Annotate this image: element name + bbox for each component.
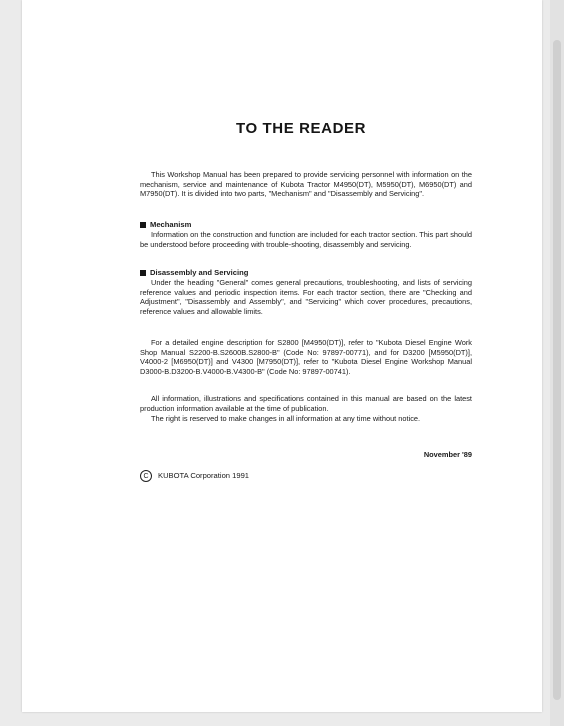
section-heading-label: Disassembly and Servicing: [150, 268, 249, 277]
vertical-scrollbar[interactable]: [550, 0, 564, 726]
document-page: [22, 0, 542, 712]
section-text-disassembly: Under the heading "General" comes general precautions, troubleshooting, and lists of servicing reference values and periodic inspection items. For each tractor section, there are "Checking and Adjustment", "Disassembly and Assembly", and "Servicing" which cover procedures, precautions, reference values and allowable limits.: [140, 278, 472, 316]
page-title: TO THE READER: [236, 120, 367, 137]
rights-paragraph: The right is reserved to make changes in all information at any time without notice.: [151, 414, 421, 423]
square-bullet-icon: [140, 222, 146, 228]
section-heading-mechanism: [140, 220, 191, 230]
square-bullet-icon: [140, 270, 146, 276]
copyright-icon: C: [140, 470, 152, 482]
info-paragraph: All information, illustrations and specifications contained in this manual are based on the latest production information available at the time of publication.: [140, 394, 472, 413]
intro-paragraph: This Workshop Manual has been prepared to provide servicing personnel with information on the mechanism, service and maintenance of Kubota Tractor M4950(DT), M5950(DT), M6950(DT) and M7950(DT). It is divided into two parts, "Mechanism" and "Disassembly and Servicing".: [140, 170, 472, 199]
section-text-mechanism: Information on the construction and function are included for each tractor section. This part should be understood before proceeding with trouble-shooting, disassembly and servicing.: [140, 230, 472, 249]
copyright-text: KUBOTA Corporation 1991: [158, 471, 250, 481]
engine-reference-paragraph: For a detailed engine description for S2800 [M4950(DT)], refer to "Kubota Diesel Engine Work Shop Manual S2200-B.S2600B.S2800-B" (Code No: 97897-00771), and for D3200 [M5950(DT)], V4000-2 [M6950(DT)] and V4300 [M7950(DT)], refer to "Kubota Diesel Engine Workshop Manual D3000-B.D3200-B.V4000-B.V4300-B" (Code No: 97897-00741).: [140, 338, 472, 376]
scrollbar-thumb[interactable]: [553, 40, 561, 700]
copyright-line: [140, 470, 249, 482]
publication-date: November '89: [423, 450, 472, 459]
section-heading-label: Mechanism: [150, 220, 192, 229]
section-heading-disassembly: [140, 268, 248, 278]
